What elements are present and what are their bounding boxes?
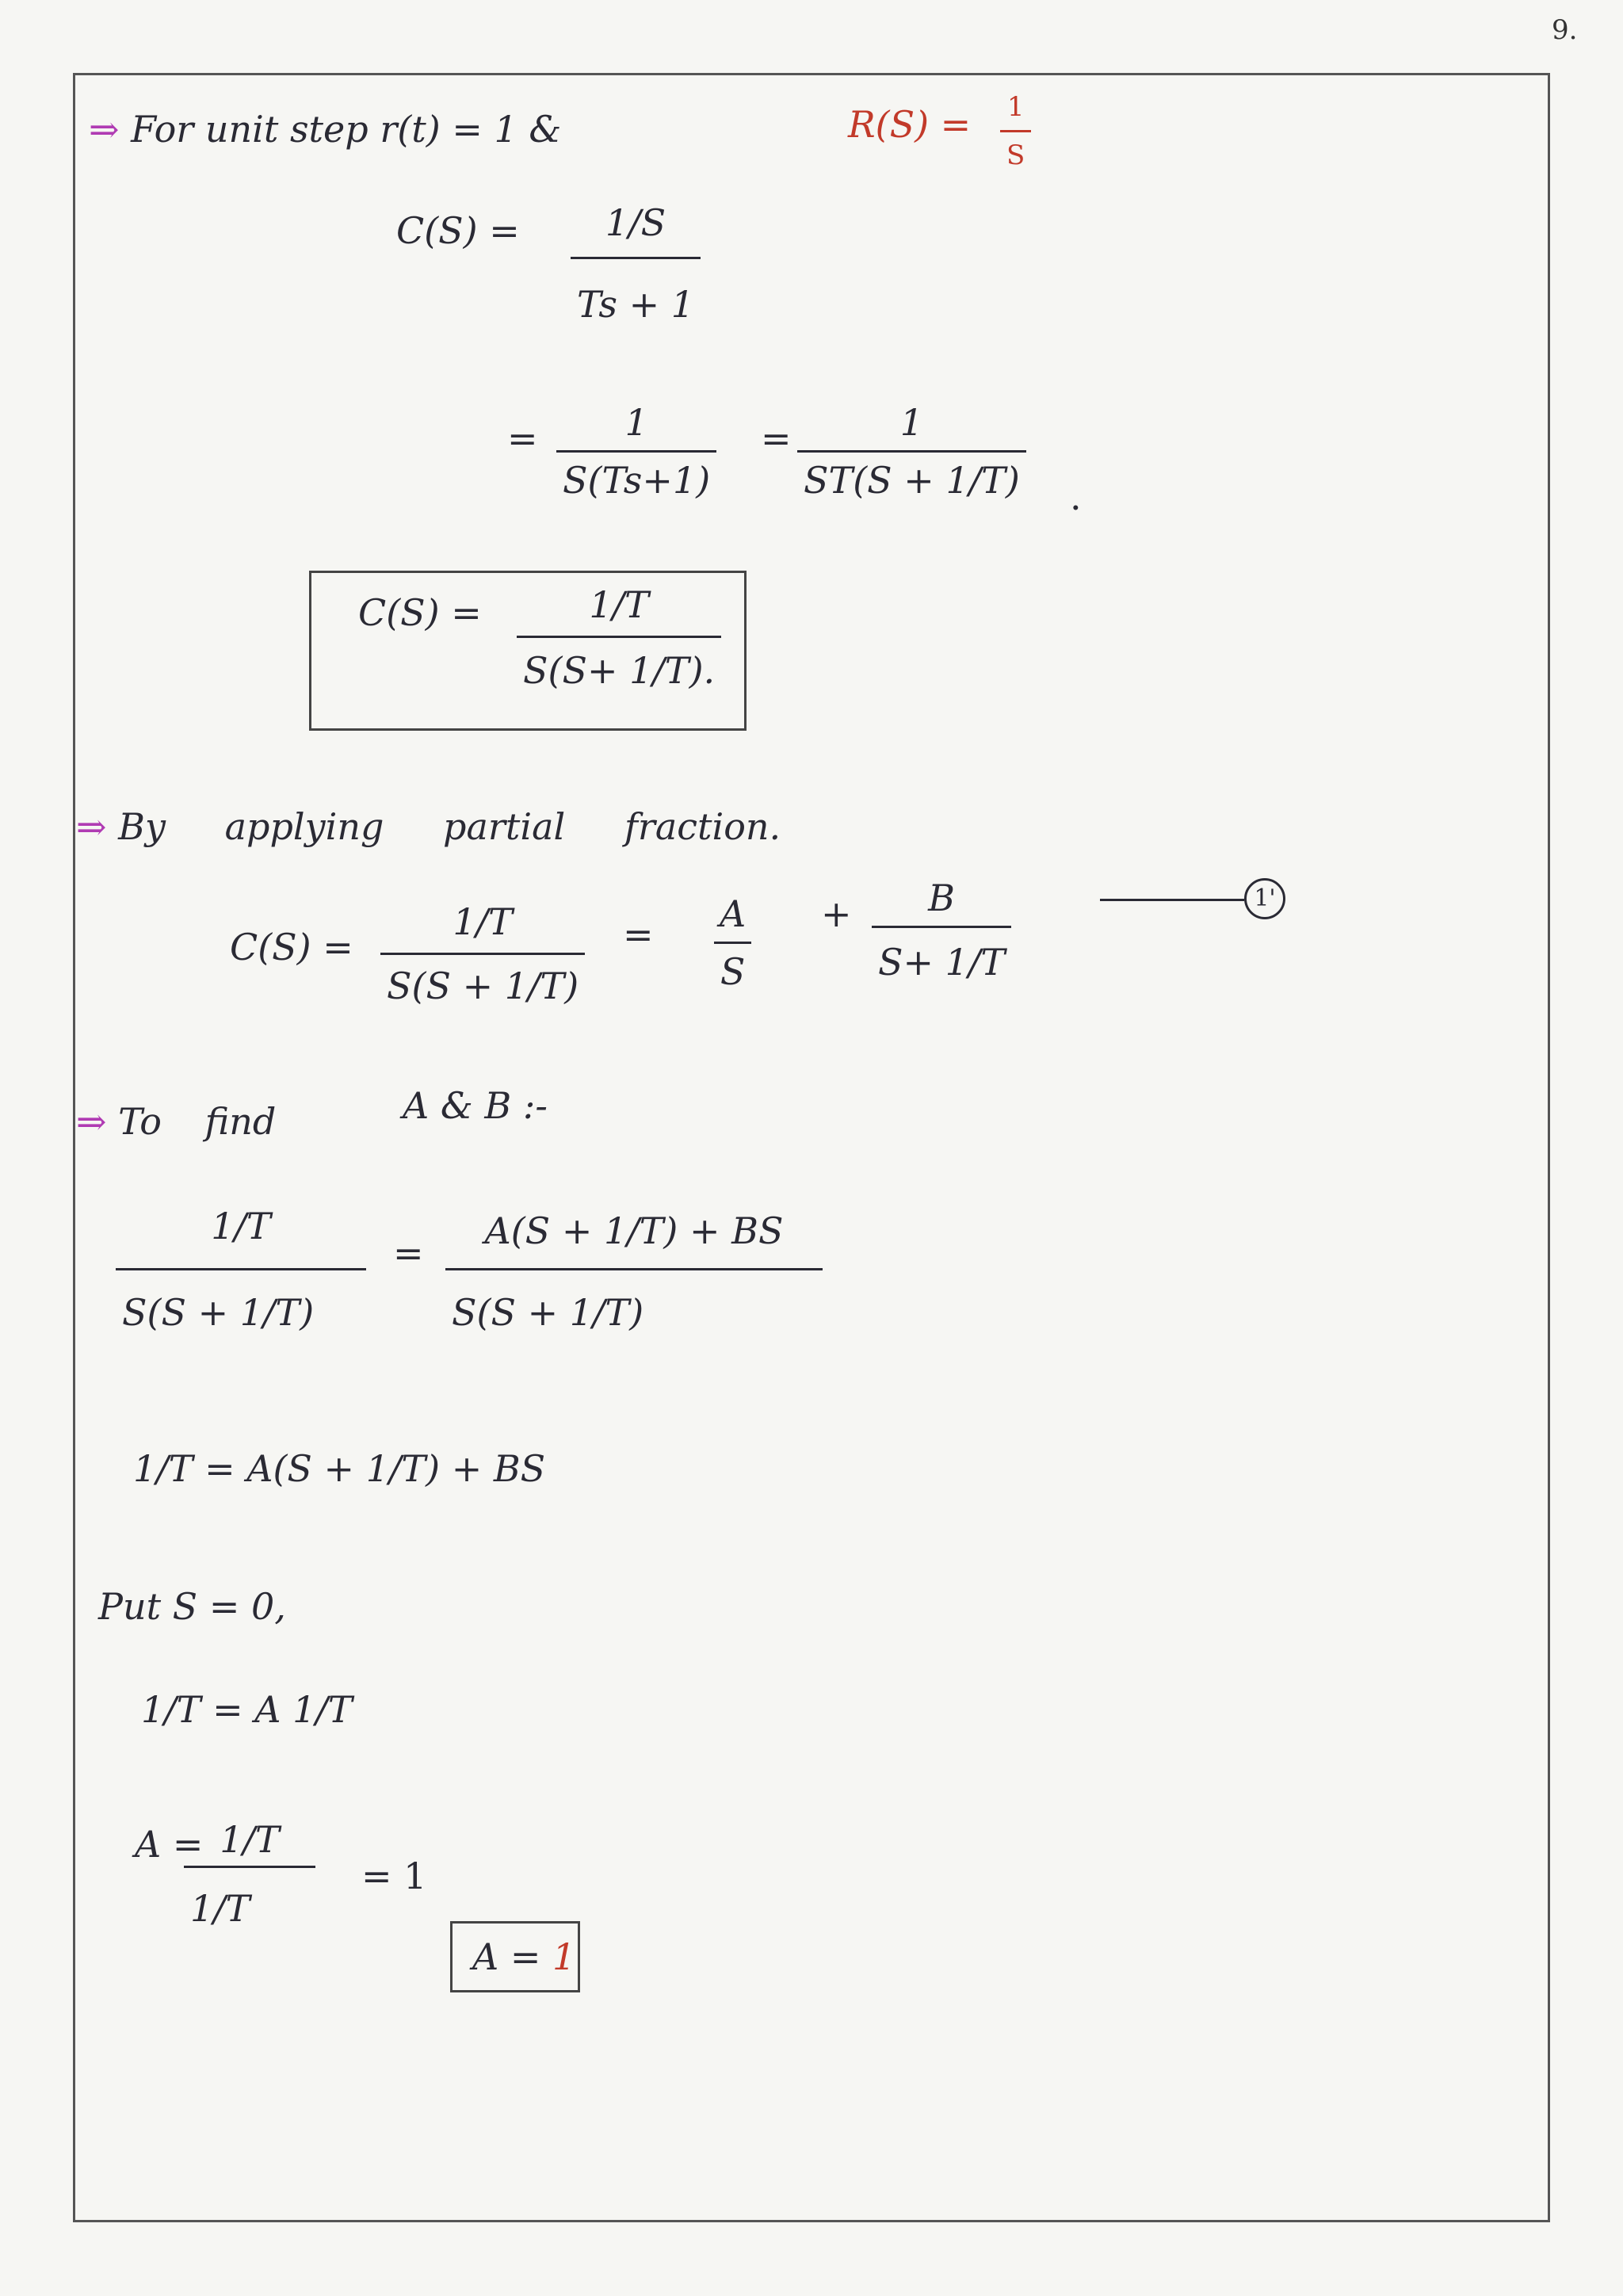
intro-line	[89, 108, 562, 151]
eq2-period: .	[1070, 476, 1082, 518]
eq3-fraction-lhs: $\frac{1/T}{S(S + 1/T)}$	[380, 904, 585, 1004]
equation-ref-line	[1100, 899, 1244, 901]
eq4-equals: =	[393, 1232, 424, 1274]
eq2-equals: =	[507, 417, 538, 460]
eq7-result: = 1	[361, 1855, 427, 1897]
rs-label: R(S) =	[848, 103, 972, 146]
intro-text: For unit step r(t) = 1 &	[131, 108, 562, 151]
page-number: 9.	[1552, 14, 1578, 46]
partial-fraction-heading	[76, 805, 781, 848]
arrow-icon: ⇒	[76, 805, 107, 848]
eq4-fraction-lhs: $\frac{1/T}{S(S + 1/T)}$	[116, 1208, 366, 1331]
boxed1-lhs: C(S) =	[358, 591, 482, 634]
eq2-fraction-1: $\frac{1}{S(Ts+1)}$	[556, 404, 716, 499]
arrow-icon: ⇒	[76, 1100, 107, 1143]
boxed1-fraction: $\frac{1/T}{S(S+ 1/T).}$	[517, 586, 721, 689]
put-s-zero: Put S = 0,	[98, 1585, 286, 1628]
eq5: 1/T = A(S + 1/T) + BS	[133, 1447, 546, 1490]
find-heading	[76, 1100, 277, 1143]
partial-fraction-text: By applying partial fraction.	[118, 805, 781, 848]
equation-ref-marker: 1'	[1244, 878, 1285, 919]
eq3-fraction-a: $\frac{A}{S}$	[713, 896, 752, 990]
eq3-fraction-b: $\frac{B}{S+ 1/T}$	[872, 880, 1011, 980]
rs-fraction: $\frac{1}{S}$	[1000, 94, 1031, 169]
eq1-lhs: C(S) =	[396, 209, 520, 252]
eq7-lhs: A =	[135, 1823, 204, 1866]
eq3-equals: =	[623, 913, 654, 956]
eq6: 1/T = A 1/T	[141, 1688, 353, 1731]
eq2-equals-2: =	[761, 417, 792, 460]
eq3-plus: +	[821, 892, 852, 935]
find-text: To find	[118, 1100, 277, 1143]
eq4-fraction-rhs: $\frac{A(S + 1/T) + BS}{S(S + 1/T)}$	[445, 1213, 823, 1331]
eq1-fraction: $\frac{1/S}{Ts + 1}$	[571, 204, 701, 323]
eq7-fraction: $\frac{1/T}{1/T}$	[184, 1821, 315, 1927]
boxed2-text: A = 1	[472, 1935, 576, 1978]
find-target: A & B :-	[403, 1084, 548, 1127]
eq2-fraction-2: $\frac{1}{ST(S + 1/T)}$	[797, 404, 1026, 499]
eq3-lhs: C(S) =	[230, 926, 353, 968]
arrow-icon: ⇒	[89, 108, 120, 151]
